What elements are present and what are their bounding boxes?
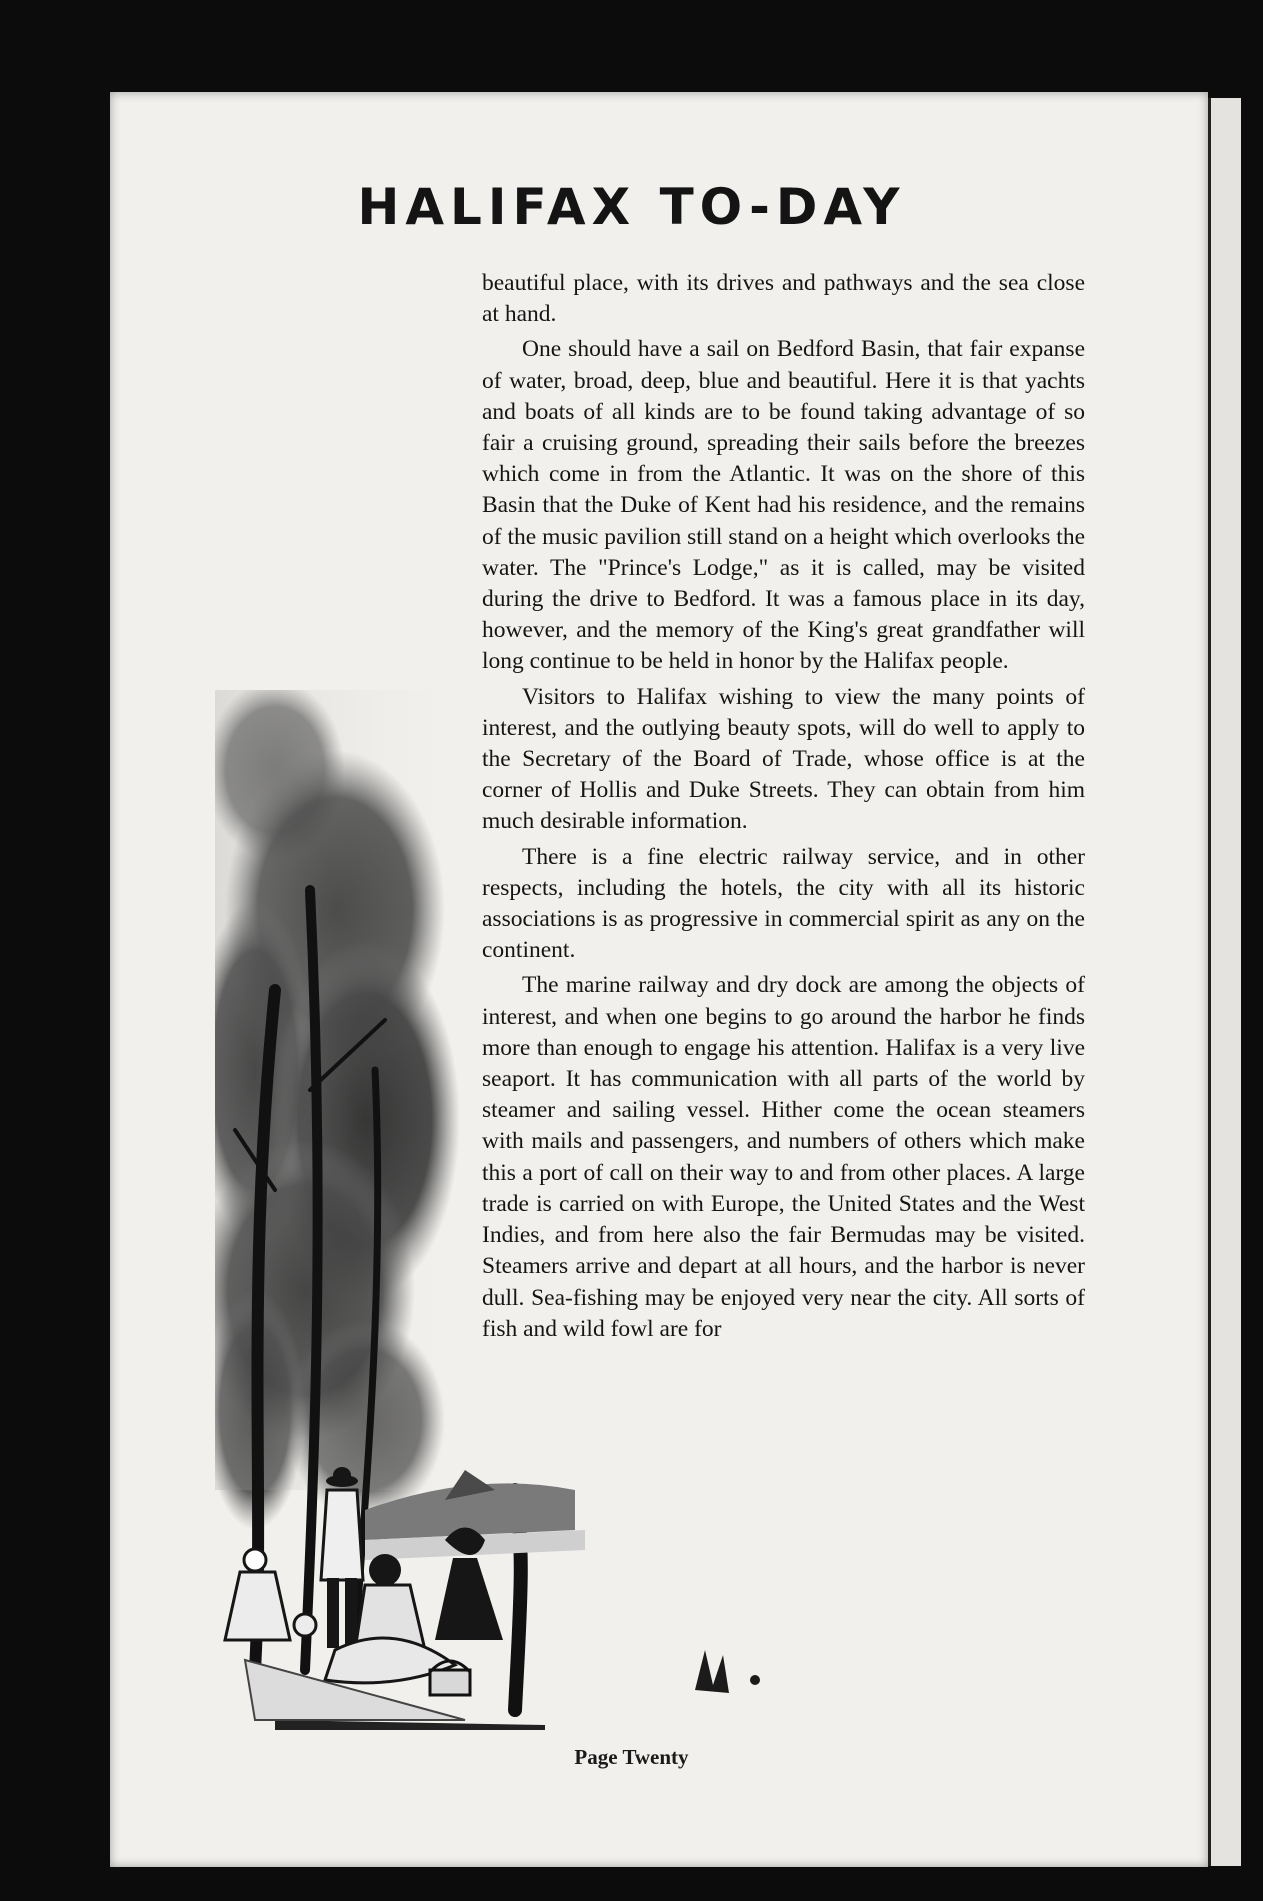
paragraph: beautiful place, with its drives and pathways and the sea close at hand. — [482, 270, 1085, 328]
paragraph: Visitors to Halifax wishing to view the many points of interest, and the outlying beauty spots, will do well to apply to the Secretary of the Board of Trade, whose office is at the corner of Hollis and Duke Streets. They can obtain from him much desirable information. — [482, 683, 1085, 835]
paragraph: The marine railway and dry dock are among the objects of interest, and when one begins to go around the harbor he finds more than enough to engage his attention. Halifax is a very live seaport. It has communication with all parts of the world by steamer and sailing vessel. Hither come the ocean steamers with mails and passengers, and numbers of others which make this a port of call on their way to and from other places. A large trade is carried on with Europe, the United States and the West Indies, and from here also the fair Bermudas may be visited. Steamers arrive and depart at all hours, and the harbor is never dull. Sea-fishing may be enjoyed very near the city. All sorts of fish and wild fowl are for — [482, 972, 1085, 1342]
page-number: Page Twenty — [574, 1745, 689, 1769]
article-body — [482, 268, 1085, 1808]
paragraph: There is a fine electric railway service, and in other respects, including the hotels, the city with all its historic associations is as progressive in commercial spirit as any on the continent. — [482, 843, 1085, 964]
paragraph: One should have a sail on Bedford Basin, that fair expanse of water, broad, deep, blue and beautiful. Here it is that yachts and boats of all kinds are to be found taking advantage of so fair a cruising ground, spreading their sails before the breezes which come in from the Atlantic. It was on the shore of this Basin that the Duke of Kent had his residence, and the remains of the music pavilion still stand on a height which overlooks the water. The "Prince's Lodge," as it is called, may be visited during the drive to Bedford. It was a famous place in its day, however, and the memory of the King's great grandfather will long continue to be held in honor by the Halifax people. — [482, 336, 1085, 675]
page-title: HALIFAX TO-DAY — [357, 178, 906, 236]
next-page-edge — [1208, 98, 1241, 1866]
